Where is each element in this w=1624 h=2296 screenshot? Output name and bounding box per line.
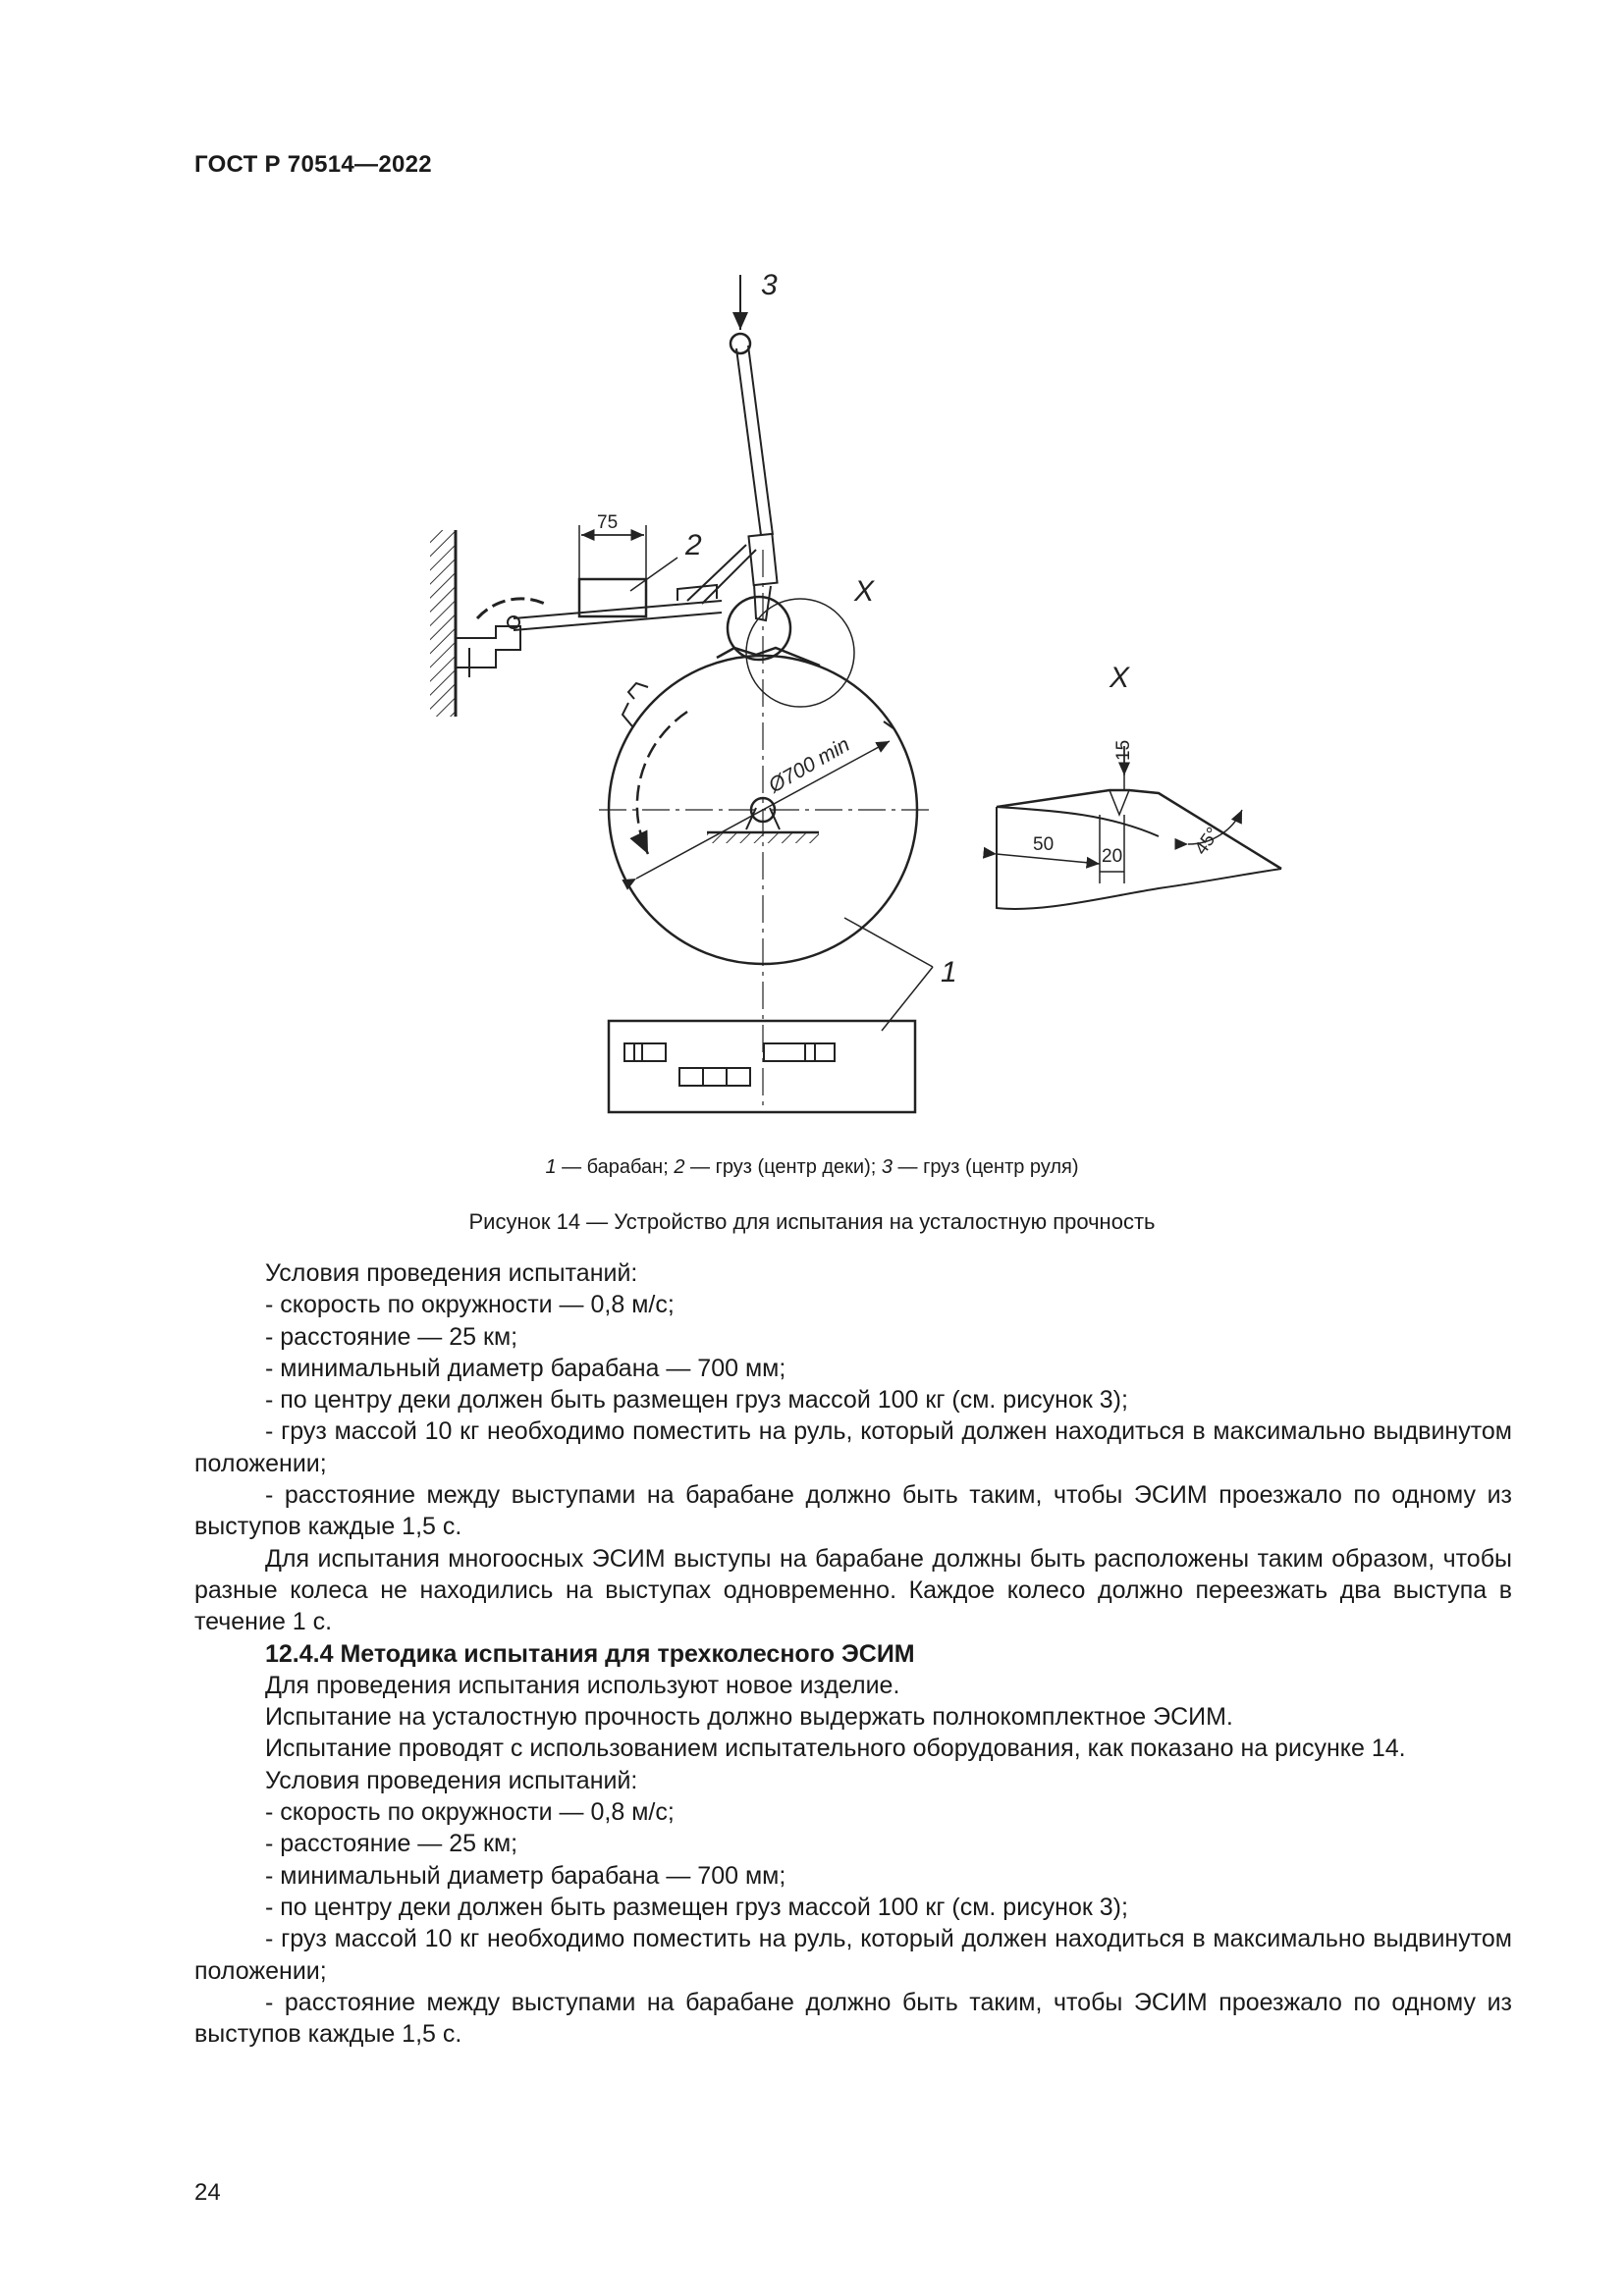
dimension-15-label: 15 [1113, 739, 1134, 761]
wall [430, 530, 456, 717]
page-number: 24 [194, 2179, 221, 2206]
paragraph: Испытание проводят с использованием испытательного оборудования, как показано на рисунке 14. [265, 1735, 1406, 1763]
label-1: 1 [941, 956, 957, 988]
paragraph: - скорость по окружности — 0,8 м/с; [265, 1291, 675, 1319]
paragraph: Для проведения испытания используют новое изделие. [265, 1671, 900, 1699]
paragraph: Условия проведения испытаний: [265, 1259, 638, 1287]
paragraph: Условия проведения испытаний: [265, 1766, 638, 1794]
legend-text-3: — груз (центр руля) [893, 1156, 1079, 1178]
paragraph: - минимальный диаметр барабана — 700 мм; [265, 1354, 786, 1382]
angle-45-label: 45° [1190, 824, 1224, 859]
paragraph: - расстояние между выступами на барабане должно быть таким, чтобы ЭСИМ проезжало по одному из выступов каждые 1,5 с. [194, 1481, 1512, 1541]
deck-support [677, 585, 717, 601]
diameter-label: Ø700 min [765, 732, 854, 798]
figure-caption: Рисунок 14 — Устройство для испытания на усталостную прочность [468, 1209, 1156, 1234]
label-x-main: X [854, 575, 875, 608]
figure-legend [0, 1156, 1624, 1179]
legend-text-2: — груз (центр деки); [684, 1156, 882, 1178]
wall-bracket [456, 599, 545, 677]
document-header: ГОСТ Р 70514—2022 [194, 151, 432, 178]
leader-2 [630, 558, 677, 591]
drum-top-view [609, 1021, 915, 1112]
drum-centerlines [599, 550, 933, 1109]
dimension-50-label: 50 [1033, 834, 1055, 855]
paragraph: - расстояние — 25 км; [265, 1322, 518, 1351]
leader-1 [844, 918, 933, 1031]
paragraph: - по центру деки должен быть размещен груз массой 100 кг (см. рисунок 3); [265, 1893, 1128, 1921]
legend-num-2: 2 [674, 1156, 685, 1178]
paragraph: - расстояние — 25 км; [265, 1830, 518, 1858]
drum-pivot [707, 798, 819, 843]
dimension-20-label: 20 [1102, 846, 1123, 867]
section-heading: 12.4.4 Методика испытания для трехколесного ЭСИМ [265, 1639, 915, 1668]
paragraph: Испытание на усталостную прочность должно выдержать полнокомплектное ЭСИМ. [265, 1703, 1233, 1732]
dimension-75 [579, 525, 646, 579]
legend-num-3: 3 [881, 1156, 893, 1178]
label-x-detail: X [1110, 662, 1130, 694]
paragraph: - минимальный диаметр барабана — 700 мм; [265, 1861, 786, 1890]
legend-text-1: — барабан; [556, 1156, 675, 1178]
paragraph: - скорость по окружности — 0,8 м/с; [265, 1798, 675, 1827]
paragraph: - по центру деки должен быть размещен груз массой 100 кг (см. рисунок 3); [265, 1386, 1128, 1415]
paragraph: - расстояние между выступами на барабане должно быть таким, чтобы ЭСИМ проезжало по одному из выступов каждые 1,5 с. [194, 1988, 1512, 2049]
label-3: 3 [761, 269, 778, 301]
paragraph: Для испытания многоосных ЭСИМ выступы на барабане должны быть расположены таким образом, чтобы разные колеса не находились на выступах одновременно. Каждое колесо должно переезжать два выступа в течение 1 с. [194, 1544, 1512, 1636]
steering-column [736, 346, 778, 620]
paragraph: - груз массой 10 кг необходимо поместить на руль, который должен находиться в максимально выдвинутом положении; [194, 1925, 1512, 1985]
handlebar-end [731, 334, 750, 353]
legend-num-1: 1 [545, 1156, 557, 1178]
paragraph: - груз массой 10 кг необходимо поместить на руль, который должен находиться в максимально выдвинутом положении; [194, 1417, 1512, 1477]
label-2: 2 [685, 529, 702, 561]
body-text [194, 1257, 1512, 2050]
dimension-75-label: 75 [597, 512, 619, 533]
detail-x-view [997, 746, 1281, 909]
